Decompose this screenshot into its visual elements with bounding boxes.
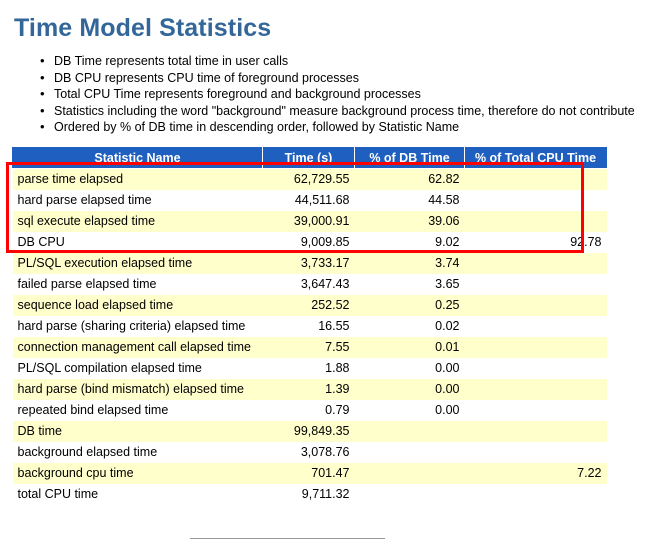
cell-pct-cpu (465, 484, 607, 505)
cell-time: 16.55 (263, 316, 355, 337)
table-row (13, 295, 607, 316)
cell-pct-db: 0.01 (355, 337, 465, 358)
table-row (13, 168, 607, 190)
cell-pct-db: 0.00 (355, 379, 465, 400)
cell-statistic-name: hard parse (sharing criteria) elapsed time (13, 316, 263, 337)
cell-time: 7.55 (263, 337, 355, 358)
cell-statistic-name: PL/SQL execution elapsed time (13, 253, 263, 274)
page-title: Time Model Statistics (14, 14, 272, 42)
cell-statistic-name: PL/SQL compilation elapsed time (13, 358, 263, 379)
cell-pct-db: 3.74 (355, 253, 465, 274)
cell-statistic-name: sequence load elapsed time (13, 295, 263, 316)
cell-statistic-name: failed parse elapsed time (13, 274, 263, 295)
column-header-pct-db-time[interactable]: % of DB Time (355, 147, 465, 168)
cell-pct-db: 9.02 (355, 232, 465, 253)
cell-pct-cpu (465, 379, 607, 400)
table-row (13, 400, 607, 421)
list-item: • DB Time represents total time in user calls (38, 53, 672, 70)
cell-time: 9,711.32 (263, 484, 355, 505)
column-header-pct-total-cpu-time[interactable]: % of Total CPU Time (465, 147, 607, 168)
cell-time: 99,849.35 (263, 421, 355, 442)
cell-pct-cpu (465, 400, 607, 421)
cell-pct-cpu (465, 211, 607, 232)
cell-pct-cpu: 92.78 (465, 232, 607, 253)
cell-time: 252.52 (263, 295, 355, 316)
time-model-statistics-table-wrapper (12, 147, 602, 505)
notes-list (38, 53, 672, 136)
list-item: • Statistics including the word "background" measure background process time, therefore do not contribute (38, 103, 672, 120)
cell-pct-cpu (465, 358, 607, 379)
table-row (13, 190, 607, 211)
cell-pct-db (355, 421, 465, 442)
table-header-row (13, 147, 607, 168)
cell-pct-db: 62.82 (355, 168, 465, 190)
cell-time: 9,009.85 (263, 232, 355, 253)
table-row (13, 274, 607, 295)
cell-time: 44,511.68 (263, 190, 355, 211)
cell-pct-cpu (465, 253, 607, 274)
cell-pct-cpu (465, 168, 607, 190)
cell-pct-cpu (465, 190, 607, 211)
cell-time: 3,733.17 (263, 253, 355, 274)
cell-pct-cpu (465, 421, 607, 442)
table-header (13, 147, 607, 168)
column-header-time-s[interactable]: Time (s) (263, 147, 355, 168)
cell-pct-cpu (465, 337, 607, 358)
cell-pct-db (355, 442, 465, 463)
cell-pct-db: 3.65 (355, 274, 465, 295)
cell-pct-cpu (465, 274, 607, 295)
cell-statistic-name: parse time elapsed (13, 168, 263, 190)
list-item: • Total CPU Time represents foreground and background processes (38, 86, 672, 103)
cell-pct-db (355, 484, 465, 505)
column-header-statistic-name[interactable]: Statistic Name (13, 147, 263, 168)
list-item: • DB CPU represents CPU time of foreground processes (38, 70, 672, 87)
table-row (13, 211, 607, 232)
list-item: • Ordered by % of DB time in descending order, followed by Statistic Name (38, 119, 672, 136)
cell-pct-cpu (465, 316, 607, 337)
cell-pct-db: 44.58 (355, 190, 465, 211)
cell-time: 701.47 (263, 463, 355, 484)
table-row (13, 442, 607, 463)
table-body (13, 168, 607, 505)
cell-time: 3,078.76 (263, 442, 355, 463)
cell-statistic-name: connection management call elapsed time (13, 337, 263, 358)
cell-pct-db (355, 463, 465, 484)
cell-statistic-name: repeated bind elapsed time (13, 400, 263, 421)
cell-time: 62,729.55 (263, 168, 355, 190)
table-row (13, 379, 607, 400)
cell-time: 39,000.91 (263, 211, 355, 232)
table-row (13, 316, 607, 337)
cell-pct-db: 0.00 (355, 400, 465, 421)
table-row (13, 358, 607, 379)
cell-statistic-name: hard parse (bind mismatch) elapsed time (13, 379, 263, 400)
table-row (13, 421, 607, 442)
cell-statistic-name: background cpu time (13, 463, 263, 484)
cell-pct-db: 0.25 (355, 295, 465, 316)
cell-pct-db: 0.02 (355, 316, 465, 337)
cell-pct-db: 0.00 (355, 358, 465, 379)
cell-time: 1.39 (263, 379, 355, 400)
cell-time: 1.88 (263, 358, 355, 379)
report-page (0, 14, 672, 553)
table-row (13, 463, 607, 484)
cell-pct-cpu (465, 442, 607, 463)
cell-pct-db: 39.06 (355, 211, 465, 232)
cell-time: 3,647.43 (263, 274, 355, 295)
cell-statistic-name: total CPU time (13, 484, 263, 505)
cell-pct-cpu: 7.22 (465, 463, 607, 484)
cell-statistic-name: background elapsed time (13, 442, 263, 463)
cell-statistic-name: sql execute elapsed time (13, 211, 263, 232)
table-row (13, 253, 607, 274)
table-row (13, 484, 607, 505)
cell-statistic-name: hard parse elapsed time (13, 190, 263, 211)
cell-pct-cpu (465, 295, 607, 316)
time-model-statistics-table (12, 147, 607, 505)
cell-time: 0.79 (263, 400, 355, 421)
cell-statistic-name: DB CPU (13, 232, 263, 253)
table-row (13, 232, 607, 253)
table-row (13, 337, 607, 358)
cell-statistic-name: DB time (13, 421, 263, 442)
